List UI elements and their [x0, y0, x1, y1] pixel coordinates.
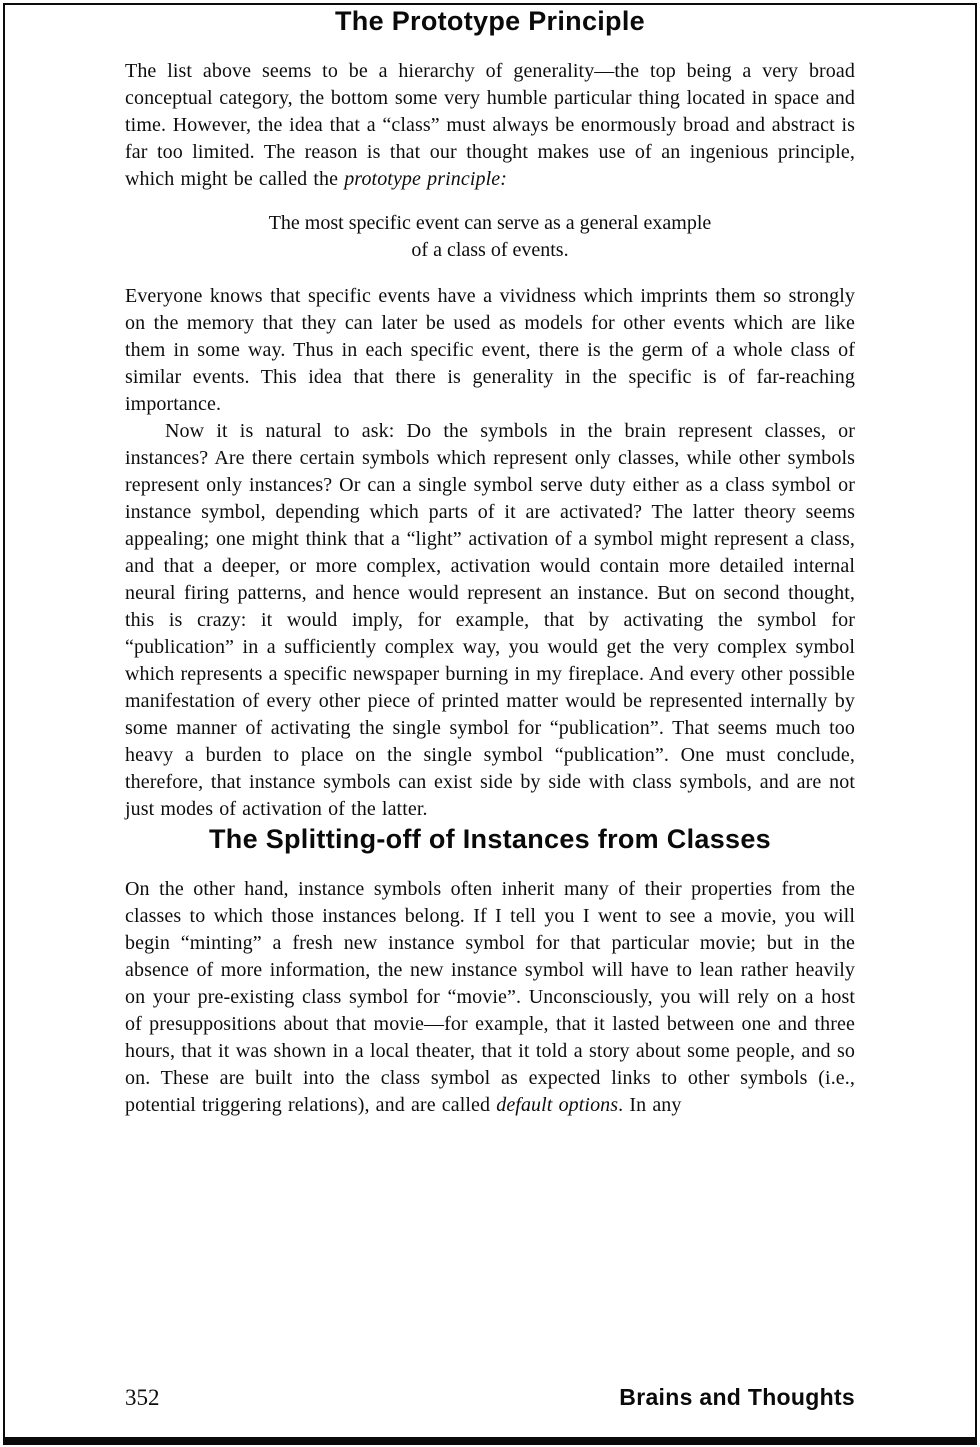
paragraph-default-options-text: On the other hand, instance symbols often inherit many of their properties from the classes to which those instances belong. If I tell you I went to see a movie, you will begin “minting” a fresh new instance symbol for that particular movie; but in the absence of more information, the new instance symbol will have to lean rather heavily on your pre-existing class symbol for “movie”. Unconsciously, you will rely on a host of presuppositions about that movie—for example, that it lasted between one and three hours, that it was shown in a local theater, that it told a story about some people, and so on. These are built into the class symbol as expected links to other symbols (i.e., potential triggering relations), and are called: [125, 878, 855, 1116]
block-quote-line-1: The most specific event can serve as a general example: [268, 212, 712, 234]
page-frame: [3, 3, 977, 1445]
paragraph-intro: [125, 58, 855, 193]
page-number: 352: [125, 1385, 160, 1410]
italic-term-default-options: default options: [496, 1094, 619, 1116]
section-heading-prototype-principle: The Prototype Principle: [335, 6, 645, 36]
paragraph-class-vs-instance: Now it is natural to ask: Do the symbols in the brain represent classes, or instances? Are there certain symbols which represent only classes, while other symbols represent only instances? Or can a single symbol serve duty either as a class symbol or instance symbol, depending which parts of it are activated? The latter theory seems appealing; one might think that a “light” activation of a symbol might represent a class, and that a deeper, or more complex, activation would contain more detailed internal neural firing patterns, and hence would represent an instance. But on second thought, this is crazy: it would imply, for example, that by activating the symbol for “publication” in a sufficiently complex way, you would get the very complex symbol which represents a specific newspaper burning in my fireplace. And every other possible manifestation of every other piece of printed matter would be represented internally by some manner of activating the single symbol for “publication”. That seems much too heavy a burden to place on the single symbol “publication”. One must conclude, therefore, that instance symbols can exist side by side with class symbols, and are not just modes of activation of the latter.: [125, 420, 855, 820]
paragraph-default-options-tail: . In any: [618, 1094, 682, 1116]
paragraph-intro-text: The list above seems to be a hierarchy of generality—the top being a very broad conceptual category, the bottom some very humble particular thing located in space and time. However, the idea that a “class” must always be enormously broad and abstract is far too limited. The reason is that our thought makes use of an ingenious principle, which might be called the: [125, 60, 855, 190]
section-heading-splitting-off: The Splitting-off of Instances from Classes: [209, 824, 771, 854]
paragraph-default-options: [125, 876, 855, 1119]
paragraph-vividness: Everyone knows that specific events have a vividness which imprints them so strongly on the memory that they can later be used as models for other events which are like them in some way. Thus in each specific event, there is the germ of a whole class of similar events. This idea that there is generality in the specific is of far-reaching importance.: [125, 285, 855, 415]
page-content: [5, 5, 975, 1119]
block-quote-line-2: of a class of events.: [411, 239, 569, 261]
running-title: Brains and Thoughts: [619, 1384, 855, 1410]
italic-term-prototype-principle: prototype principle:: [344, 168, 507, 190]
page-footer: [5, 1384, 975, 1411]
block-quote-prototype-principle: [125, 210, 855, 264]
